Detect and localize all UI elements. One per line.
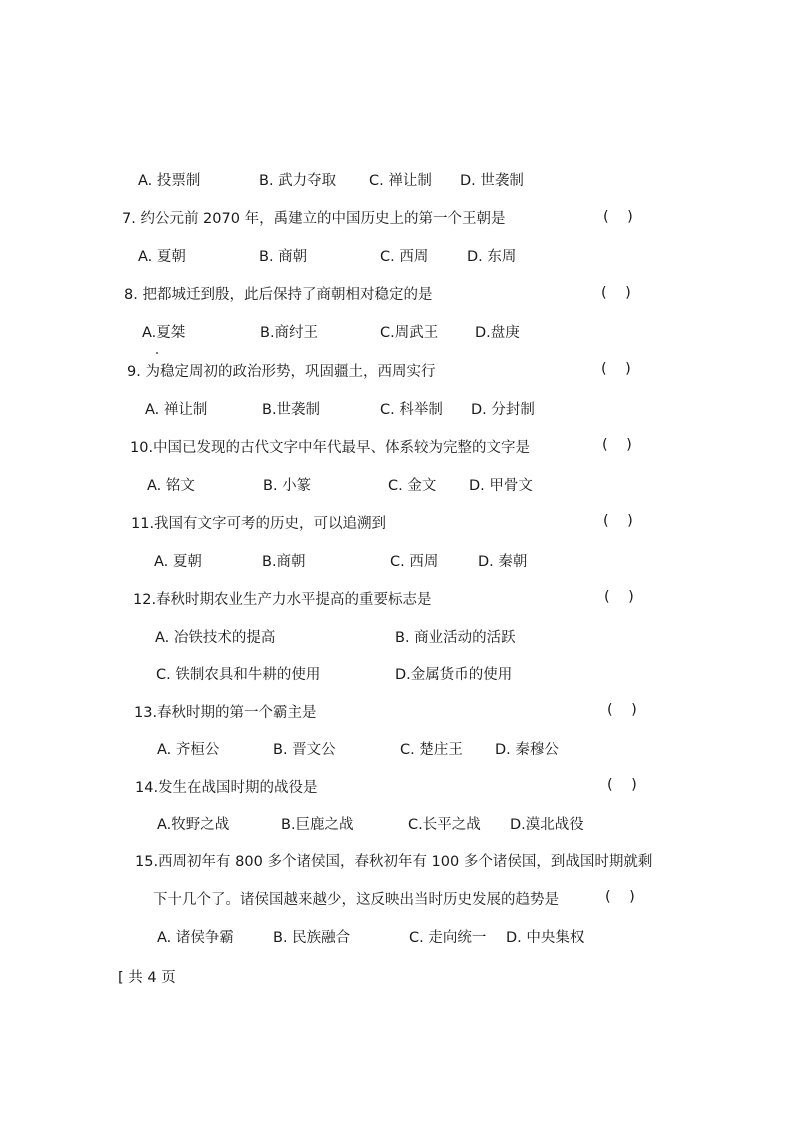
q12-answer-blank: ( ) xyxy=(604,589,634,605)
q13-option-c: C. 楚庄王 xyxy=(400,742,463,758)
q6-option-b: B. 武力夺取 xyxy=(259,173,337,189)
q15-option-b: B. 民族融合 xyxy=(273,930,351,946)
q10-option-c: C. 金文 xyxy=(388,478,437,494)
q10-option-b: B. 小篆 xyxy=(263,478,312,494)
q8-option-a: A.夏桀 xyxy=(142,325,186,341)
q15-stem-line2: 下十几个了。诸侯国越来越少，这反映出当时历史发展的趋势是 xyxy=(153,892,559,908)
page-footer: [ 共 4 页 xyxy=(118,970,176,986)
q11-option-a: A. 夏朝 xyxy=(154,554,202,570)
q8-option-b: B.商纣王 xyxy=(260,325,319,341)
q10-option-a: A. 铭文 xyxy=(147,478,195,494)
q13-option-a: A. 齐桓公 xyxy=(157,742,220,758)
q9-option-d: D. 分封制 xyxy=(471,402,535,418)
q7-option-c: C. 西周 xyxy=(380,249,429,265)
q9-stem: 9. 为稳定周初的政治形势，巩固疆土，西周实行 xyxy=(127,364,436,380)
q14-option-c: C.长平之战 xyxy=(408,817,481,833)
q8-option-d: D.盘庚 xyxy=(475,325,520,341)
q7-option-b: B. 商朝 xyxy=(259,249,308,265)
q6-option-c: C. 禅让制 xyxy=(369,173,432,189)
q14-option-a: A.牧野之战 xyxy=(157,817,230,833)
q15-stem-line1: 15.西周初年有 800 多个诸侯国，春秋初年有 100 多个诸侯国，到战国时期就剩 xyxy=(135,854,653,870)
q12-stem: 12.春秋时期农业生产力水平提高的重要标志是 xyxy=(133,592,432,608)
q14-option-d: D.漠北战役 xyxy=(510,817,584,833)
q12-option-b: B. 商业活动的活跃 xyxy=(395,630,516,646)
q8-option-c: C.周武王 xyxy=(380,325,439,341)
q10-option-d: D. 甲骨文 xyxy=(469,478,533,494)
q14-stem: 14.发生在战国时期的战役是 xyxy=(135,780,318,796)
q15-option-a: A. 诸侯争霸 xyxy=(157,930,234,946)
q8-answer-blank: ( ) xyxy=(601,285,631,301)
q14-option-b: B.巨鹿之战 xyxy=(281,817,354,833)
q8-stem: 8. 把都城迁到殷，此后保持了商朝相对稳定的是 xyxy=(124,287,433,303)
q14-answer-blank: ( ) xyxy=(607,777,637,793)
q11-answer-blank: ( ) xyxy=(603,513,633,529)
q13-answer-blank: ( ) xyxy=(607,702,637,718)
q6-option-a: A. 投票制 xyxy=(138,173,201,189)
q11-option-b: B.商朝 xyxy=(262,554,306,570)
q12-option-c: C. 铁制农具和牛耕的使用 xyxy=(156,667,321,683)
q11-option-d: D. 秦朝 xyxy=(478,554,528,570)
q7-answer-blank: ( ) xyxy=(603,209,633,225)
q12-option-d: D.金属货币的使用 xyxy=(395,667,513,683)
q13-option-d: D. 秦穆公 xyxy=(495,742,559,758)
q12-option-a: A. 冶铁技术的提高 xyxy=(155,630,276,646)
q9-option-b: B.世袭制 xyxy=(262,402,321,418)
q7-stem: 7. 约公元前 2070 年，禹建立的中国历史上的第一个王朝是 xyxy=(122,211,506,227)
q15-option-d: D. 中央集权 xyxy=(506,930,585,946)
scan-speck xyxy=(156,352,158,354)
q9-option-a: A. 禅让制 xyxy=(145,402,208,418)
q11-option-c: C. 西周 xyxy=(390,554,439,570)
q7-option-d: D. 东周 xyxy=(467,249,517,265)
q9-answer-blank: ( ) xyxy=(601,361,631,377)
q13-stem: 13.春秋时期的第一个霸主是 xyxy=(134,705,317,721)
q10-answer-blank: ( ) xyxy=(602,437,632,453)
q9-option-c: C. 科举制 xyxy=(380,402,443,418)
q7-option-a: A. 夏朝 xyxy=(138,249,186,265)
q11-stem: 11.我国有文字可考的历史，可以追溯到 xyxy=(131,516,387,532)
q13-option-b: B. 晋文公 xyxy=(273,742,336,758)
q6-option-d: D. 世袭制 xyxy=(460,173,524,189)
q15-answer-blank: ( ) xyxy=(605,889,635,905)
q15-option-c: C. 走向统一 xyxy=(409,930,487,946)
q10-stem: 10.中国已发现的古代文字中年代最早、体系较为完整的文字是 xyxy=(130,440,531,456)
